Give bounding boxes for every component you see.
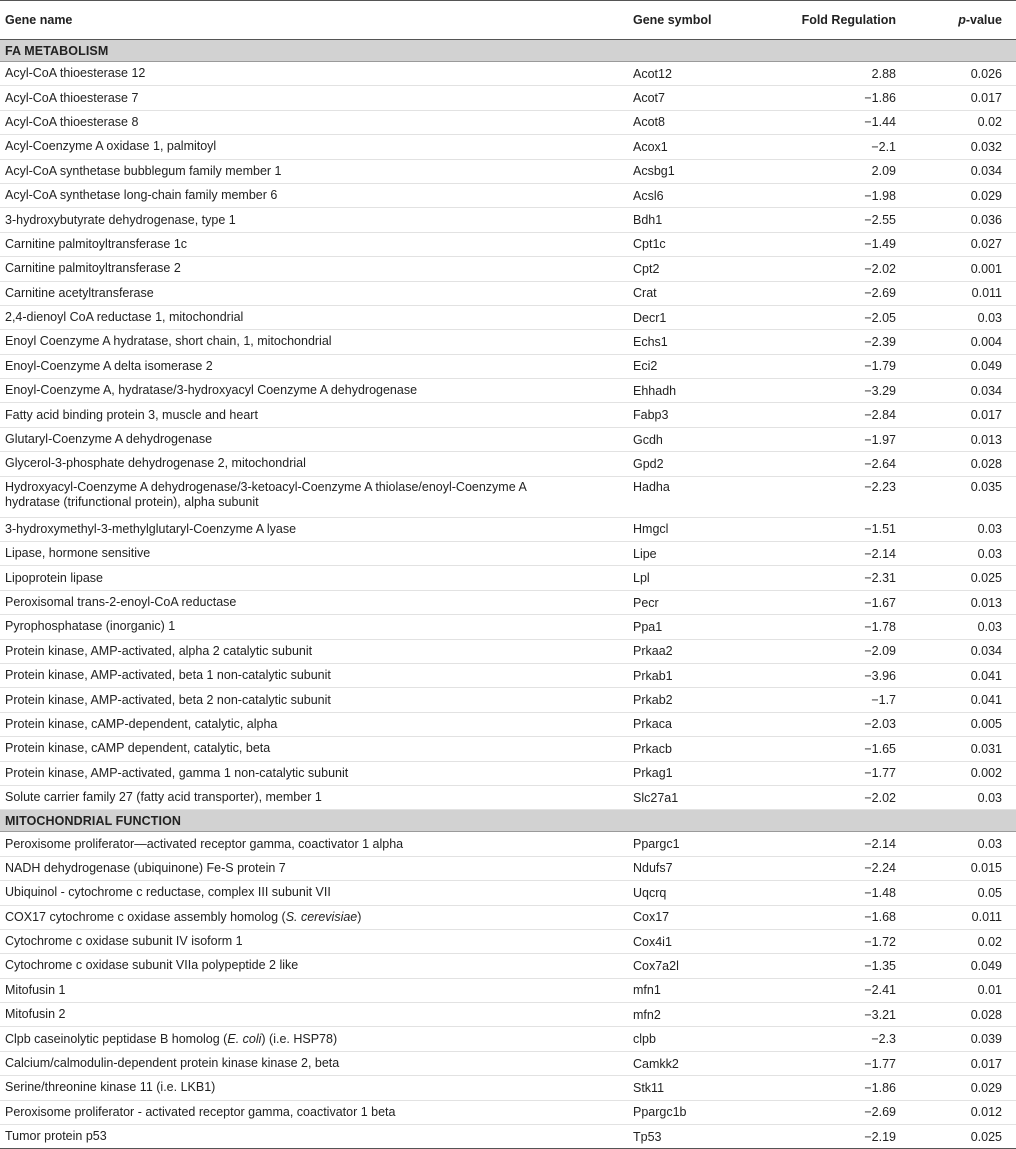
table-header (0, 1, 1016, 40)
gene-name-text: Clpb caseinolytic peptidase B homolog ( (5, 1031, 228, 1046)
gene-name-cell (0, 615, 633, 639)
gene-symbol-cell: Fabp3 (633, 403, 761, 427)
gene-name-text: Protein kinase, AMP-activated, beta 1 non-catalytic subunit (5, 668, 331, 683)
table-row (0, 856, 1016, 880)
gene-name-cell (0, 1076, 633, 1100)
table-row (0, 208, 1016, 232)
table-row (0, 905, 1016, 929)
section-title: MITOCHONDRIAL FUNCTION (0, 810, 1016, 832)
gene-name-cell (0, 590, 633, 614)
gene-name-text: Carnitine acetyltransferase (5, 285, 154, 300)
fold-regulation-cell: −1.65 (761, 737, 928, 761)
table-row (0, 881, 1016, 905)
p-value-cell: 0.004 (928, 330, 1016, 354)
gene-name-text: Glycerol-3-phosphate dehydrogenase 2, mitochondrial (5, 456, 306, 471)
fold-regulation-cell: −3.96 (761, 663, 928, 687)
gene-symbol-cell: Echs1 (633, 330, 761, 354)
p-value-cell: 0.03 (928, 615, 1016, 639)
header-gene-name: Gene name (0, 1, 633, 40)
table-row (0, 110, 1016, 134)
p-value-cell: 0.017 (928, 403, 1016, 427)
fold-regulation-cell: −2.14 (761, 832, 928, 856)
gene-name-text: Enoyl-Coenzyme A, hydratase/3-hydroxyacyl Coenzyme A dehydrogenase (5, 383, 418, 398)
table-row (0, 452, 1016, 476)
table-row (0, 566, 1016, 590)
table-row (0, 1003, 1016, 1027)
p-value-cell: 0.03 (928, 832, 1016, 856)
table-row (0, 978, 1016, 1002)
p-value-cell: 0.017 (928, 1051, 1016, 1075)
gene-name-text: Protein kinase, cAMP-dependent, catalytic, alpha (5, 716, 278, 731)
p-value-cell: 0.039 (928, 1027, 1016, 1051)
gene-name-text: Ubiquinol - cytochrome c reductase, complex III subunit VII (5, 885, 331, 900)
section-header (0, 40, 1016, 62)
gene-name-cell (0, 929, 633, 953)
gene-symbol-cell: Decr1 (633, 305, 761, 329)
gene-name-text: 2,4-dienoyl CoA reductase 1, mitochondrial (5, 310, 244, 325)
gene-name-cell (0, 954, 633, 978)
gene-symbol-cell: Hadha (633, 476, 761, 517)
fold-regulation-cell: −1.35 (761, 954, 928, 978)
p-value-cell: 0.03 (928, 542, 1016, 566)
gene-symbol-cell: Ppargc1b (633, 1100, 761, 1124)
fold-regulation-cell: −2.55 (761, 208, 928, 232)
p-value-cell: 0.041 (928, 663, 1016, 687)
table-row (0, 929, 1016, 953)
gene-name-text: Acyl-CoA thioesterase 12 (5, 66, 146, 81)
fold-regulation-cell: −1.98 (761, 183, 928, 207)
fold-regulation-cell: −1.44 (761, 110, 928, 134)
gene-name-cell (0, 761, 633, 785)
table-row (0, 1100, 1016, 1124)
gene-name-text: 3-hydroxymethyl-3-methylglutaryl-Coenzyme A lyase (5, 521, 297, 536)
gene-name-text: Hydroxyacyl-Coenzyme A dehydrogenase/3-ketoacyl-Coenzyme A thiolase/enoyl-Coenzyme A hydratase (trifunctional protein), alpha subunit (5, 479, 527, 509)
gene-name-cell (0, 281, 633, 305)
gene-name-cell (0, 785, 633, 809)
gene-name-cell (0, 566, 633, 590)
table-row (0, 427, 1016, 451)
p-value-cell: 0.012 (928, 1100, 1016, 1124)
fold-regulation-cell: −2.69 (761, 281, 928, 305)
gene-name-text: Protein kinase, cAMP dependent, catalytic, beta (5, 741, 271, 756)
p-value-cell: 0.027 (928, 232, 1016, 256)
fold-regulation-cell: −2.23 (761, 476, 928, 517)
gene-symbol-cell: Prkaa2 (633, 639, 761, 663)
gene-name-cell (0, 427, 633, 451)
p-value-cell: 0.034 (928, 639, 1016, 663)
p-value-cell: 0.03 (928, 785, 1016, 809)
table-row (0, 688, 1016, 712)
table-row (0, 590, 1016, 614)
gene-name-cell (0, 62, 633, 86)
gene-symbol-cell: Gpd2 (633, 452, 761, 476)
fold-regulation-cell: −2.41 (761, 978, 928, 1002)
section-header (0, 810, 1016, 832)
table-row (0, 761, 1016, 785)
fold-regulation-cell: −1.48 (761, 881, 928, 905)
fold-regulation-cell: −1.79 (761, 354, 928, 378)
gene-symbol-cell: Gcdh (633, 427, 761, 451)
fold-regulation-cell: −1.68 (761, 905, 928, 929)
gene-name-cell (0, 305, 633, 329)
gene-name-text: Carnitine palmitoyltransferase 1c (5, 236, 188, 251)
table-body (0, 40, 1016, 1149)
gene-name-text: Solute carrier family 27 (fatty acid transporter), member 1 (5, 790, 322, 805)
gene-name-cell (0, 542, 633, 566)
table-row (0, 1051, 1016, 1075)
gene-name-text: Calcium/calmodulin-dependent protein kinase kinase 2, beta (5, 1056, 340, 1071)
fold-regulation-cell: −2.03 (761, 712, 928, 736)
gene-name-cell (0, 639, 633, 663)
gene-name-text: Fatty acid binding protein 3, muscle and heart (5, 407, 258, 422)
table-row (0, 354, 1016, 378)
table-row (0, 403, 1016, 427)
table-row (0, 542, 1016, 566)
gene-symbol-cell: Slc27a1 (633, 785, 761, 809)
table-row (0, 1076, 1016, 1100)
fold-regulation-cell: −1.86 (761, 86, 928, 110)
gene-name-cell (0, 330, 633, 354)
fold-regulation-cell: 2.09 (761, 159, 928, 183)
fold-regulation-cell: −1.51 (761, 517, 928, 541)
gene-name-text: 3-hydroxybutyrate dehydrogenase, type 1 (5, 212, 236, 227)
gene-symbol-cell: Acot12 (633, 62, 761, 86)
gene-name-text: Peroxisomal trans-2-enoyl-CoA reductase (5, 595, 237, 609)
p-value-cell: 0.028 (928, 1003, 1016, 1027)
gene-symbol-cell: Uqcrq (633, 881, 761, 905)
gene-symbol-cell: Prkab1 (633, 663, 761, 687)
table-row (0, 232, 1016, 256)
gene-name-text: Mitofusin 2 (5, 1007, 66, 1022)
p-value-cell: 0.011 (928, 281, 1016, 305)
gene-name-text: Acyl-CoA thioesterase 7 (5, 90, 139, 105)
p-value-cell: 0.029 (928, 1076, 1016, 1100)
table-row (0, 86, 1016, 110)
p-value-cell: 0.029 (928, 183, 1016, 207)
table-row (0, 305, 1016, 329)
gene-name-text: Acyl-Coenzyme A oxidase 1, palmitoyl (5, 139, 217, 154)
gene-name-cell (0, 135, 633, 159)
gene-symbol-cell: Ppa1 (633, 615, 761, 639)
gene-name-text: Serine/threonine kinase 11 (i.e. LKB1) (5, 1080, 216, 1095)
table-row (0, 737, 1016, 761)
fold-regulation-cell: −1.78 (761, 615, 928, 639)
gene-name-text: NADH dehydrogenase (ubiquinone) Fe-S protein 7 (5, 860, 286, 875)
fold-regulation-cell: −2.84 (761, 403, 928, 427)
p-value-cell: 0.049 (928, 354, 1016, 378)
gene-symbol-cell: Acot8 (633, 110, 761, 134)
gene-symbol-cell: Prkacb (633, 737, 761, 761)
table-row (0, 712, 1016, 736)
fold-regulation-cell: −1.77 (761, 1051, 928, 1075)
gene-name-cell (0, 905, 633, 929)
fold-regulation-cell: −2.24 (761, 856, 928, 880)
gene-name-text: Acyl-CoA thioesterase 8 (5, 114, 139, 129)
gene-symbol-cell: Ndufs7 (633, 856, 761, 880)
gene-name-text-after: ) (357, 909, 362, 924)
gene-name-cell (0, 737, 633, 761)
p-value-cell: 0.001 (928, 257, 1016, 281)
gene-name-text-after: ) (i.e. HSP78) (261, 1031, 338, 1046)
p-value-cell: 0.005 (928, 712, 1016, 736)
table-row (0, 954, 1016, 978)
fold-regulation-cell: −1.72 (761, 929, 928, 953)
gene-symbol-cell: Prkag1 (633, 761, 761, 785)
gene-symbol-cell: Camkk2 (633, 1051, 761, 1075)
gene-name-text: Cytochrome c oxidase subunit IV isoform 1 (5, 934, 243, 949)
gene-symbol-cell: Cpt1c (633, 232, 761, 256)
table-row (0, 379, 1016, 403)
header-p-suffix: -value (965, 13, 1002, 27)
gene-symbol-cell: Stk11 (633, 1076, 761, 1100)
fold-regulation-cell: −1.7 (761, 688, 928, 712)
gene-name-text: Acyl-CoA synthetase long-chain family member 6 (5, 188, 278, 203)
p-value-cell: 0.049 (928, 954, 1016, 978)
gene-name-cell (0, 183, 633, 207)
gene-name-text: Tumor protein p53 (5, 1129, 107, 1144)
p-value-cell: 0.028 (928, 452, 1016, 476)
gene-name-cell (0, 476, 633, 517)
fold-regulation-cell: −1.49 (761, 232, 928, 256)
gene-name-organism: E. coli (227, 1031, 262, 1046)
p-value-cell: 0.041 (928, 688, 1016, 712)
p-value-cell: 0.036 (928, 208, 1016, 232)
fold-regulation-cell: −2.31 (761, 566, 928, 590)
section-title: FA METABOLISM (0, 40, 1016, 62)
gene-symbol-cell: Prkab2 (633, 688, 761, 712)
gene-name-cell (0, 379, 633, 403)
fold-regulation-cell: −2.1 (761, 135, 928, 159)
gene-name-cell (0, 232, 633, 256)
gene-symbol-cell: Cox7a2l (633, 954, 761, 978)
gene-name-text: Cytochrome c oxidase subunit VIIa polypeptide 2 like (5, 958, 299, 973)
p-value-cell: 0.05 (928, 881, 1016, 905)
table-row (0, 663, 1016, 687)
fold-regulation-cell: −1.97 (761, 427, 928, 451)
gene-name-cell (0, 712, 633, 736)
p-value-cell: 0.013 (928, 427, 1016, 451)
table-row (0, 639, 1016, 663)
table-row (0, 135, 1016, 159)
gene-name-text: Acyl-CoA synthetase bubblegum family member 1 (5, 163, 282, 178)
gene-name-cell (0, 1125, 633, 1149)
gene-symbol-cell: Prkaca (633, 712, 761, 736)
fold-regulation-cell: −2.69 (761, 1100, 928, 1124)
gene-name-cell (0, 403, 633, 427)
table-row (0, 257, 1016, 281)
p-value-cell: 0.015 (928, 856, 1016, 880)
gene-name-cell (0, 257, 633, 281)
fold-regulation-cell: −1.77 (761, 761, 928, 785)
gene-symbol-cell: Ppargc1 (633, 832, 761, 856)
table-row (0, 1027, 1016, 1051)
p-value-cell: 0.031 (928, 737, 1016, 761)
gene-symbol-cell: Hmgcl (633, 517, 761, 541)
gene-name-text: Glutaryl-Coenzyme A dehydrogenase (5, 432, 213, 447)
gene-name-cell (0, 159, 633, 183)
gene-name-text: COX17 cytochrome c oxidase assembly homolog ( (5, 909, 286, 924)
fold-regulation-cell: −2.09 (761, 639, 928, 663)
gene-symbol-cell: Cox17 (633, 905, 761, 929)
gene-symbol-cell: mfn2 (633, 1003, 761, 1027)
gene-symbol-cell: Lipe (633, 542, 761, 566)
gene-name-cell (0, 1003, 633, 1027)
table-row (0, 62, 1016, 86)
gene-name-text: Lipase, hormone sensitive (5, 546, 151, 561)
p-value-cell: 0.032 (928, 135, 1016, 159)
p-value-cell: 0.025 (928, 566, 1016, 590)
gene-name-cell (0, 1100, 633, 1124)
p-value-cell: 0.03 (928, 517, 1016, 541)
header-gene-symbol: Gene symbol (633, 1, 761, 40)
fold-regulation-cell: −3.21 (761, 1003, 928, 1027)
gene-symbol-cell: Acsbg1 (633, 159, 761, 183)
gene-symbol-cell: clpb (633, 1027, 761, 1051)
gene-name-cell (0, 881, 633, 905)
fold-regulation-cell: −2.14 (761, 542, 928, 566)
gene-name-cell (0, 86, 633, 110)
p-value-cell: 0.034 (928, 379, 1016, 403)
gene-symbol-cell: Lpl (633, 566, 761, 590)
gene-symbol-cell: Cpt2 (633, 257, 761, 281)
gene-symbol-cell: Tp53 (633, 1125, 761, 1149)
gene-name-text: Enoyl-Coenzyme A delta isomerase 2 (5, 358, 213, 373)
p-value-cell: 0.035 (928, 476, 1016, 517)
fold-regulation-cell: −1.67 (761, 590, 928, 614)
table-row (0, 615, 1016, 639)
fold-regulation-cell: 2.88 (761, 62, 928, 86)
p-value-cell: 0.034 (928, 159, 1016, 183)
fold-regulation-cell: −1.86 (761, 1076, 928, 1100)
p-value-cell: 0.011 (928, 905, 1016, 929)
p-value-cell: 0.002 (928, 761, 1016, 785)
fold-regulation-cell: −2.64 (761, 452, 928, 476)
fold-regulation-cell: −2.39 (761, 330, 928, 354)
gene-name-cell (0, 688, 633, 712)
gene-name-cell (0, 208, 633, 232)
gene-name-text: Protein kinase, AMP-activated, gamma 1 non-catalytic subunit (5, 765, 349, 780)
gene-name-cell (0, 452, 633, 476)
p-value-cell: 0.02 (928, 110, 1016, 134)
p-value-cell: 0.01 (928, 978, 1016, 1002)
gene-name-cell (0, 354, 633, 378)
header-p-italic: p (958, 13, 966, 27)
p-value-cell: 0.025 (928, 1125, 1016, 1149)
gene-name-cell (0, 856, 633, 880)
fold-regulation-cell: −2.02 (761, 257, 928, 281)
gene-name-cell (0, 110, 633, 134)
fold-regulation-cell: −2.05 (761, 305, 928, 329)
gene-name-text: Mitofusin 1 (5, 982, 66, 997)
gene-symbol-cell: Crat (633, 281, 761, 305)
gene-name-text: Lipoprotein lipase (5, 570, 103, 585)
gene-name-text: Carnitine palmitoyltransferase 2 (5, 261, 181, 276)
gene-name-cell (0, 517, 633, 541)
table-row (0, 785, 1016, 809)
table-row (0, 159, 1016, 183)
fold-regulation-cell: −3.29 (761, 379, 928, 403)
gene-symbol-cell: Acot7 (633, 86, 761, 110)
gene-name-text: Protein kinase, AMP-activated, beta 2 non-catalytic subunit (5, 692, 331, 707)
fold-regulation-cell: −2.3 (761, 1027, 928, 1051)
header-p-value (928, 1, 1016, 40)
gene-name-cell (0, 663, 633, 687)
gene-name-text: Pyrophosphatase (inorganic) 1 (5, 619, 176, 634)
gene-name-text: Peroxisome proliferator - activated receptor gamma, coactivator 1 beta (5, 1104, 396, 1119)
gene-name-text: Protein kinase, AMP-activated, alpha 2 catalytic subunit (5, 643, 313, 658)
header-fold-regulation: Fold Regulation (761, 1, 928, 40)
gene-name-organism: S. cerevisiae (285, 909, 358, 924)
gene-name-cell (0, 832, 633, 856)
gene-name-cell (0, 1027, 633, 1051)
gene-symbol-cell: Ehhadh (633, 379, 761, 403)
gene-symbol-cell: Eci2 (633, 354, 761, 378)
gene-name-cell (0, 978, 633, 1002)
gene-symbol-cell: Cox4i1 (633, 929, 761, 953)
table-row (0, 183, 1016, 207)
gene-symbol-cell: Acox1 (633, 135, 761, 159)
gene-symbol-cell: Pecr (633, 590, 761, 614)
table-row (0, 281, 1016, 305)
fold-regulation-cell: −2.02 (761, 785, 928, 809)
gene-symbol-cell: Bdh1 (633, 208, 761, 232)
table-row (0, 517, 1016, 541)
fold-regulation-cell: −2.19 (761, 1125, 928, 1149)
gene-name-text: Peroxisome proliferator—activated receptor gamma, coactivator 1 alpha (5, 836, 404, 851)
p-value-cell: 0.026 (928, 62, 1016, 86)
gene-symbol-cell: mfn1 (633, 978, 761, 1002)
p-value-cell: 0.03 (928, 305, 1016, 329)
table-row (0, 476, 1016, 517)
table-row (0, 832, 1016, 856)
table-row (0, 330, 1016, 354)
gene-name-text: Enoyl Coenzyme A hydratase, short chain, 1, mitochondrial (5, 334, 332, 349)
gene-name-cell (0, 1051, 633, 1075)
gene-symbol-cell: Acsl6 (633, 183, 761, 207)
p-value-cell: 0.02 (928, 929, 1016, 953)
p-value-cell: 0.013 (928, 590, 1016, 614)
p-value-cell: 0.017 (928, 86, 1016, 110)
table-row (0, 1125, 1016, 1149)
